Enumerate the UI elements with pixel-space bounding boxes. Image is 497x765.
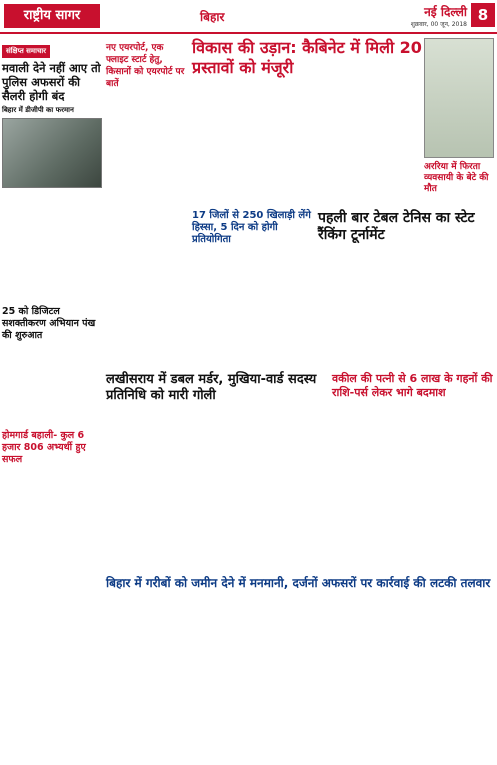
section-label: बिहार bbox=[200, 10, 225, 24]
right-photo bbox=[424, 38, 494, 158]
sidebar-headline-3: होमगार्ड बहाली- कुल 6 हजार 806 अभ्यर्थी हुए सफल bbox=[2, 430, 86, 465]
page-number: 8 bbox=[471, 3, 495, 27]
crime-headline-right: वकील की पत्नी से 6 लाख के गहनों की राशि-पर्स लेकर भागे बदमाश bbox=[332, 372, 493, 399]
right-headline: अररिया में फिरता व्यवसायी के बेटे की मौत bbox=[424, 162, 489, 194]
date-label: शुक्रवार, 00 जून, 2018 bbox=[410, 21, 467, 28]
top-left-headline: नए एयरपोर्ट, एक फ्लाइट स्टार्ट हेतु, किसानों को एयरपोर्ट पर बातें bbox=[106, 43, 185, 89]
sidebar-photo bbox=[2, 118, 102, 188]
sports-headline: 17 जिलों से 250 खिलाड़ी लेंगे हिस्सा, 5 दिन को होगी प्रतियोगिता bbox=[192, 210, 311, 245]
city-label: नई दिल्ली bbox=[424, 5, 467, 19]
brand-logo: राष्ट्रीय सागर bbox=[4, 4, 100, 28]
lead-headline: विकास की उड़ान: कैबिनेट में मिली 20 प्रस्तावों को मंजूरी bbox=[192, 38, 422, 77]
sidebar-headline-2: 25 को डिजिटल सशक्तीकरण अभियान पंख की शुरुआत bbox=[2, 306, 96, 341]
page-header bbox=[0, 0, 497, 34]
table-tennis-headline: पहली बार टेबल टेनिस का स्टेट रैंकिंग टूर्नामेंट bbox=[318, 210, 475, 243]
sidebar-body-2 bbox=[2, 346, 102, 426]
sidebar-headline: मवाली देने नहीं आए तो पुलिस अफसरों की सैलरी होगी बंद bbox=[2, 61, 101, 103]
sidebar-subhead: बिहार में डीजीपी का फरमान bbox=[2, 106, 74, 114]
brief-news-tag: संक्षिप्त समाचार bbox=[2, 45, 50, 58]
crime-headline-left: लखीसराय में डबल मर्डर, मुखिया-वार्ड सदस्य प्रतिनिधि को मारी गोली bbox=[106, 372, 317, 403]
top-left-story bbox=[106, 38, 188, 148]
sidebar-column bbox=[2, 38, 102, 566]
masthead-right bbox=[411, 3, 467, 28]
bottom-headline: बिहार में गरीबों को जमीन देने में मनमानी, दर्जनों अफसरों पर कार्रवाई की लटकी तलवार bbox=[106, 576, 491, 590]
sidebar-body bbox=[2, 192, 102, 302]
